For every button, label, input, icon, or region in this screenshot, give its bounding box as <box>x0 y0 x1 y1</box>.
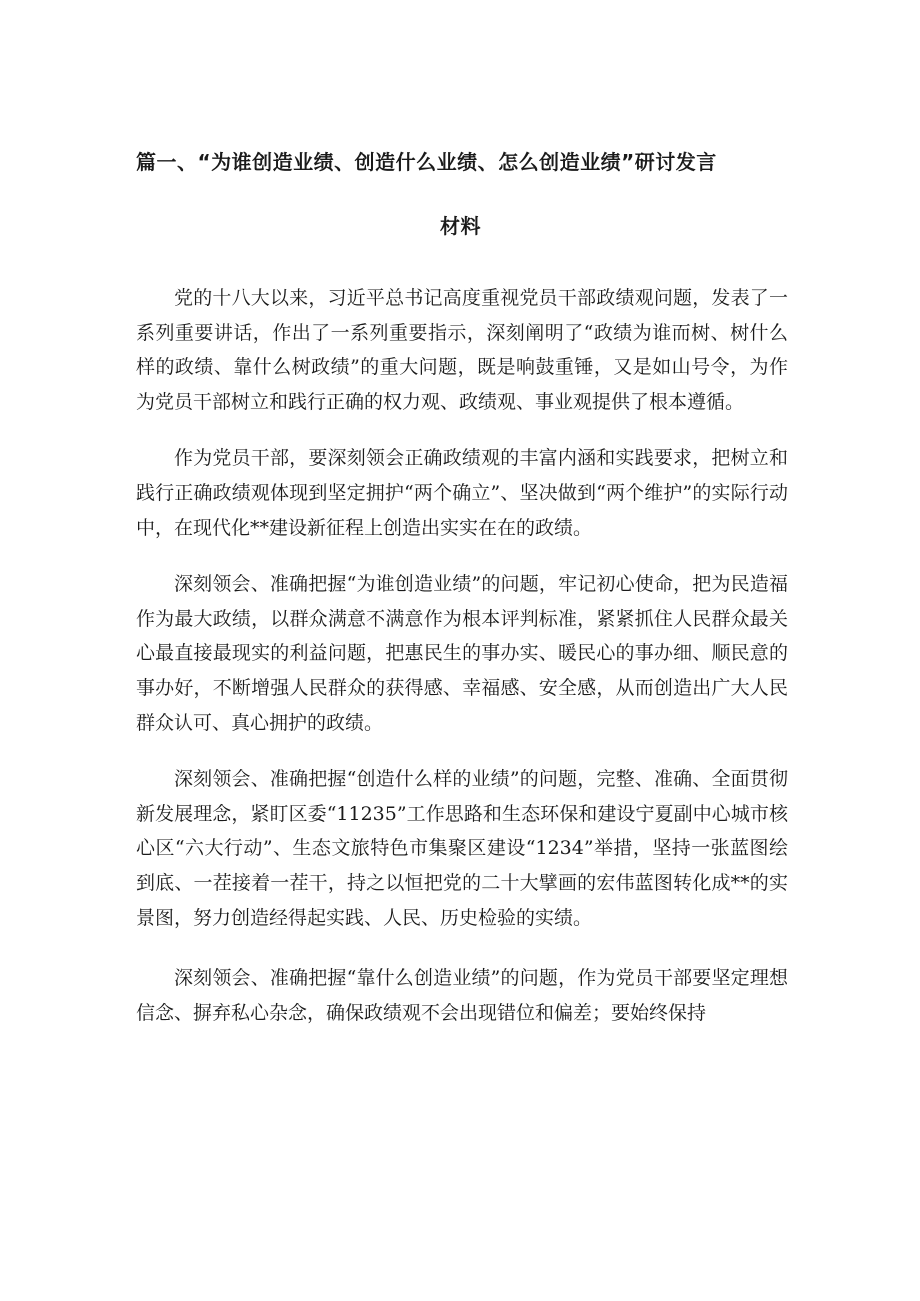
document-title-continuation: 材料 <box>440 214 481 238</box>
paragraph: 深刻领会、准确把握“创造什么样的业绩”的问题，完整、准确、全面贯彻新发展理念，紧盯区委“11235”工作思路和生态环保和建设宁夏副中心城市核心区“六大行动”、生态文旅特色市集聚区建设“1234”举措，坚持一张蓝图绘到底、一茬接着一茬干，持之以恒把党的二十大擘画的宏伟蓝图转化成**的实景图，努力创造经得起实践、人民、历史检验的实绩。 <box>136 768 788 929</box>
paragraph: 深刻领会、准确把握“靠什么创造业绩”的问题，作为党员干部要坚定理想信念、摒弃私心杂念，确保政绩观不会出现错位和偏差；要始终保持 <box>136 967 788 1024</box>
paragraph: 深刻领会、准确把握“为谁创造业绩”的问题，牢记初心使命，把为民造福作为最大政绩，以群众满意不满意作为根本评判标准，紧紧抓住人民群众最关心最直接最现实的利益问题，把惠民生的事办实、暖民心的事办细、顺民意的事办好，不断增强人民群众的获得感、幸福感、安全感，从而创造出广大人民群众认可、真心拥护的政绩。 <box>136 573 788 734</box>
document-title: 篇一、“为谁创造业绩、创造什么业绩、怎么创造业绩”研讨发言 <box>136 150 717 174</box>
paragraph: 党的十八大以来，习近平总书记高度重视党员干部政绩观问题，发表了一系列重要讲话，作出了一系列重要指示，深刻阐明了“政绩为谁而树、树什么样的政绩、靠什么树政绩”的重大问题，既是响鼓重锤，又是如山号令，为作为党员干部树立和践行正确的权力观、政绩观、事业观提供了根本遵循。 <box>136 287 788 413</box>
document-body <box>136 281 788 1052</box>
paragraph: 作为党员干部，要深刻领会正确政绩观的丰富内涵和实践要求，把树立和践行正确政绩观体现到坚定拥护“两个确立”、坚决做到“两个维护”的实际行动中，在现代化**建设新征程上创造出实实在在的政绩。 <box>136 447 788 539</box>
